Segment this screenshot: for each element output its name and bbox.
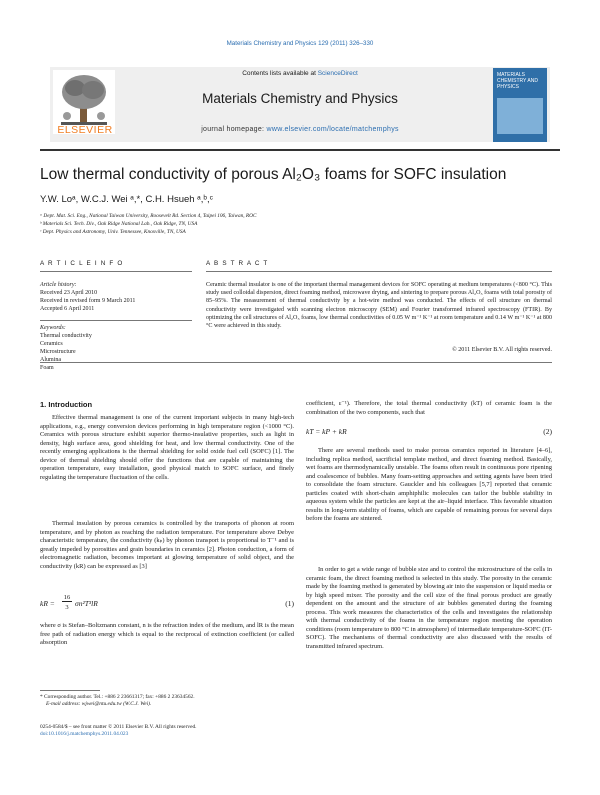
keyword: Microstructure xyxy=(40,348,76,355)
journal-cover-thumbnail xyxy=(493,68,547,142)
article-info-heading: A R T I C L E I N F O xyxy=(40,260,124,267)
article-title: Low thermal conductivity of porous Al₂O₃ foams for SOFC insulation xyxy=(40,166,507,183)
equation-2 xyxy=(306,427,552,436)
issn-line: 0254-0584/$ – see front matter © 2011 Elsevier B.V. All rights reserved. xyxy=(40,724,197,730)
footnote-rule xyxy=(40,690,100,691)
affiliation-c: ᶜ Dept. Physics and Astronomy, Univ. Tennessee, Knoxville, TN, USA xyxy=(40,229,186,235)
homepage-link[interactable]: www.elsevier.com/locate/matchemphys xyxy=(266,126,399,133)
abstract-rule xyxy=(206,271,552,272)
keyword: Thermal conductivity xyxy=(40,332,92,339)
header-rule xyxy=(40,149,560,151)
footnotes xyxy=(40,694,300,708)
history-revised: Received in revised form 9 March 2011 xyxy=(40,297,136,304)
abstract-heading: A B S T R A C T xyxy=(206,260,269,267)
eq1-numerator: 16 xyxy=(63,594,71,601)
homepage-prefix: journal homepage: xyxy=(201,126,267,133)
intro-paragraph-2: Thermal insulation by porous ceramics is controlled by the transports of phonon at room temperature, and by photon as reaching the radiation temperature. For temperature above Debye characteristic temperature, the conductivity (kₚ) by phonon transport is proportional to T⁻¹ and is greatly impeded by porosities and grain boundaries in ceramics [2]. Photon conduction, a form of electromagnetic radiation, becomes important at glowing temperature of solid object, and the conductivity (kR) can be expressed as [3] xyxy=(40,520,294,570)
keyword: Ceramics xyxy=(40,340,63,347)
keywords-label: Keywords: xyxy=(40,325,66,331)
corresponding-author-note: * Corresponding author. Tel.: +886 2 23661317; fax: +886 2 23634562. xyxy=(40,694,195,700)
sciencedirect-link[interactable]: ScienceDirect xyxy=(317,70,358,77)
contents-prefix: Contents lists available at xyxy=(242,70,318,77)
history-label: Article history: xyxy=(40,282,77,288)
article-history xyxy=(40,282,200,314)
cover-text: MATERIALS CHEMISTRY AND PHYSICS xyxy=(497,72,538,90)
email-note: E-mail address: wjwei@ntu.edu.tw (W.C.J. Wei). xyxy=(46,701,152,708)
section-heading-introduction: 1. Introduction xyxy=(40,400,93,409)
eq1-number: (1) xyxy=(285,599,294,608)
doi-link[interactable]: doi:10.1016/j.matchemphys.2011.04.023 xyxy=(40,731,129,738)
keyword: Alumina xyxy=(40,356,61,363)
keywords-rule xyxy=(40,320,192,321)
intro-paragraph-3: where σ is Stefan–Boltzmann constant, n is the refraction index of the medium, and lR is the mean free path of radiation energy which is equal to the reciprocal of extinction coefficient (or called absorption xyxy=(40,622,294,646)
eq1-lhs: kR = xyxy=(40,599,55,608)
abstract-text: Ceramic thermal insulator is one of the important thermal management devices for SOFC operating at medium temperatures (<800 °C). This study used colloidal dispersion, direct foaming method, microwave drying, and sintering to prepare porous Al₂O₃ foams with total porosity of 85–95%. The measurement of thermal conductivity by a hot-wire method was conducted. The effects of cell structure on thermal conductivity were investigated with scanning electron microscopy (SEM) and Fourier transformed infrared spectroscopy (FTIR). By optimizing the cell structures of Al₂O₃ foams, low thermal conductivities of 0.05 W m⁻¹ K⁻¹ at room temperature and 0.14 W m⁻¹ K⁻¹ at 800 °C were achieved in this study. xyxy=(206,282,552,330)
journal-homepage xyxy=(130,126,470,133)
publisher-name: ELSEVIER xyxy=(57,124,113,136)
eq2-expression: kT = kP + kR xyxy=(306,427,347,436)
keywords-block xyxy=(40,325,200,372)
affiliation-a: ᵃ Dept. Mat. Sci. Eng., National Taiwan University, Roosevelt Rd. Section 4, Taipei 106, Taiwan, ROC xyxy=(40,213,257,219)
contents-line xyxy=(130,70,470,77)
history-accepted: Accepted 6 April 2011 xyxy=(40,305,95,312)
journal-citation: Materials Chemistry and Physics 129 (2011) 326–330 xyxy=(226,40,374,47)
affiliation-b: ᵇ Materials Sci. Tech. Div., Oak Ridge National Lab., Oak Ridge, TN, USA xyxy=(40,221,198,227)
copyright-line: © 2011 Elsevier B.V. All rights reserved. xyxy=(452,347,552,353)
eq1-denominator: 3 xyxy=(65,604,69,611)
intro-paragraph-1: Effective thermal management is one of the current important subjects in many high-tech applications, e.g., energy conversion devices performing in high temperature region (<1000 °C). Ceramics with porous structure exhibit superior thermo-insulative properties, such as light in density, high surface area, good shielding for heat, and low thermal conductivity. One of the recently emerging applications is the thermal shielding for solid oxide fuel cell (SOFC) [1]. The device of thermal shielding should offer the functions that are capable of maintaining the operation temperature, easy installation, good physical match to SOFC surface, and finely regulating the temperature fluctuation of the cells. xyxy=(40,414,294,481)
eq1-rhs: σn²T³lR xyxy=(75,599,98,608)
eq2-number: (2) xyxy=(543,427,552,436)
author-list: Y.W. Loᵃ, W.C.J. Wei ᵃ,*, C.H. Hsueh ᵃ,ᵇ,ᶜ xyxy=(40,194,213,205)
right-paragraph-3: In order to get a wide range of bubble size and to control the microstructure of the cells in ceramic foam, the direct foaming method is selected in this study. The porosity in the ceramic made by the foaming method is generated by blowing air into the suspension or liquid media or by high speed mixer. The porosity and the cell size of the final porous product are greatly dependent on the amount and the structure of air bubbles generated during the foaming process. This work measures the characteristics of the cells and investigates the relationship with thermal conductivity of the foams in the temperature region meeting the operation conditions (room temperature to 800 °C in atmosphere) of intermediate temperature-SOFC (IT-SOFC). The mechanisms of thermal conductivity are also discussed with the results of transmitted infrared spectrum. xyxy=(306,566,553,650)
article-info-rule xyxy=(40,271,192,272)
right-paragraph-1: coefficient, ε⁻¹). Therefore, the total thermal conductivity (kT) of ceramic foam is the combination of the two components, such that xyxy=(306,400,552,416)
keyword: Foam xyxy=(40,364,54,371)
journal-title: Materials Chemistry and Physics xyxy=(202,91,398,106)
history-received: Received 23 April 2010 xyxy=(40,289,98,296)
abstract-bottom-rule xyxy=(40,362,552,363)
front-matter xyxy=(40,724,340,738)
equation-1 xyxy=(40,594,294,616)
right-paragraph-2: There are several methods used to make porous ceramics reported in literature [4–6], including replica method, sacrificial template method, and direct foaming method. Basically, wet foams are thermodynamically unstable. The foams often result in continuous pore ripening and coalescence of bubbles. Many foam-setting approaches and setting agents have been tried to consolidate the foam structure. Gauckler and his colleagues [5,7] reported that ceramic particles coated with short-chain amphiphilic molecules can tailor the bubble stability in aqueous system while the particles are kept at the air–liquid interface. This favorable situation results in long-term stability of foams, which are capable of remaining porous for several days before the foams are sintered. xyxy=(306,447,552,522)
